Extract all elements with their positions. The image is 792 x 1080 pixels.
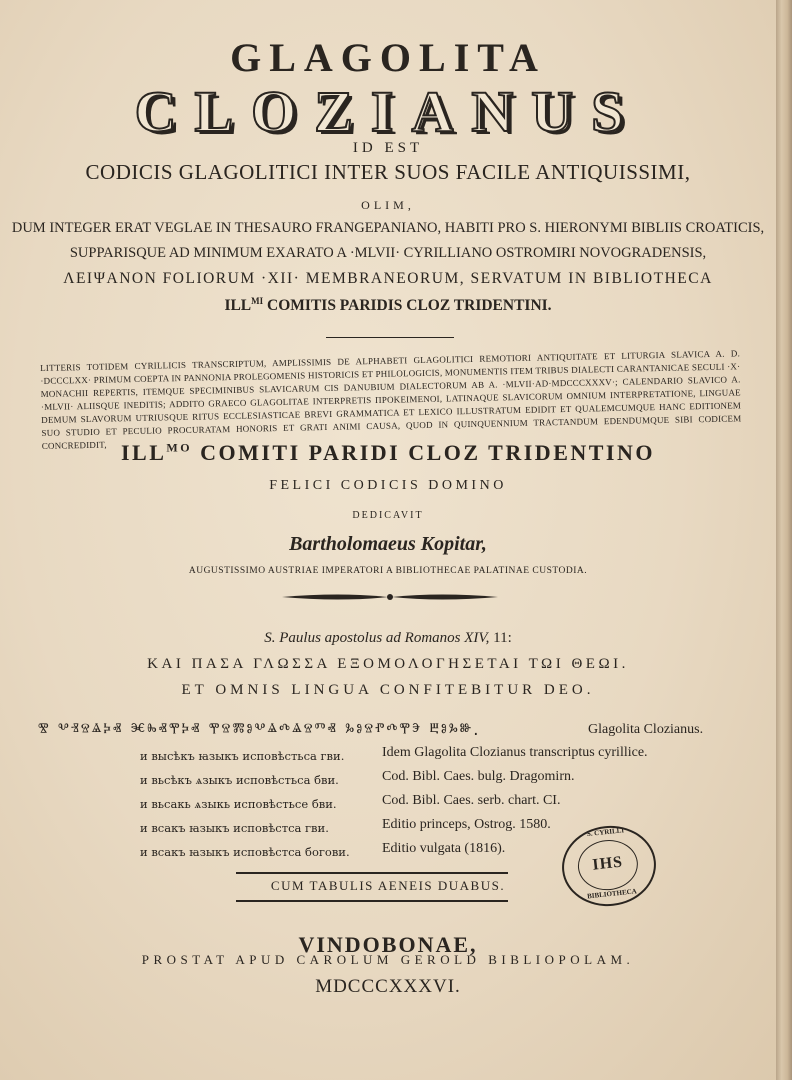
version-label: Editio vulgata (1816). [382, 841, 506, 856]
greek-verse: ΚΑΙ ΠΑΣΑ ΓΛΩΣΣΑ ΕΞΟΜΟΛΟΓΗΣΕΤΑΙ ΤΩΙ ΘΕΩΙ. [147, 656, 629, 672]
library-stamp [558, 821, 660, 910]
version-label: Cod. Bibl. Caes. bulg. Dragomirn. [382, 769, 575, 784]
author-title: AUGUSTISSIMO AUSTRIAE IMPERATORI A BIBLIOTHECAE PALATINAE CUSTODIA. [188, 566, 588, 576]
stamp-bottom-text: BIBLIOTHECA [586, 887, 638, 901]
tabulae-rule-bottom [236, 900, 508, 902]
version-label: Cod. Bibl. Caes. serb. chart. CI. [382, 793, 561, 808]
book-page-edge [776, 0, 792, 1080]
stamp-monogram: IHS [591, 853, 624, 874]
dedicavit: DEDICAVIT [352, 510, 424, 521]
title-line-2: CLOZIANUS [134, 79, 642, 144]
felici-codicis: FELICI CODICIS DOMINO [269, 478, 507, 493]
description-line-2: SUPPARISQUE AD MINIMUM EXARATO A ·MLVII· CYRILLIANO OSTROMIRI NOVOGRADENSIS, [69, 245, 707, 261]
tabulae-rule-top [236, 872, 508, 874]
version-text: и вьсакь ѧзыкь исповѣстьсе бви. [140, 797, 337, 811]
imprint-publisher: PROSTAT APUD CAROLUM GEROLD BIBLIOPOLAM. [141, 952, 635, 967]
version-text: и высѣкъ ꙗзыкъ исповѣстьса гви. [140, 749, 345, 763]
version-text: и всакъ ꙗзыкъ исповѣстса богови. [140, 845, 350, 859]
description-line-1: DUM INTEGER ERAT VEGLAE IN THESAURO FRANGEPANIANO, HABITI PRO S. HIERONYMI BIBLIIS CROATICIS, [11, 220, 765, 236]
description-line-4: $ILL^{MI}$ COMITIS PARIDIS CLOZ TRIDENTINI. [224, 296, 552, 315]
glagolitic-label: Glagolita Clozianus. [588, 722, 704, 737]
divider-1 [326, 337, 454, 338]
imprint-year: MDCCCXXXVI. [315, 976, 461, 997]
version-label: Idem Glagolita Clozianus transcriptus cyrillice. [382, 745, 648, 760]
subtitle: CODICIS GLAGOLITICI INTER SUOS FACILE ANTIQUISSIMI, [85, 160, 691, 184]
description-paragraph: LITTERIS TOTIDEM CYRILLICIS TRANSCRIPTUM, AMPLISSIMIS DE ALPHABETI GLAGOLITICI REMOTIORI ANTIQUITATE ET LITURGIA SLAVICA A. D. ·DCCCLXX· PRIMUM COEPTA IN PANNONIA PROLEGOMENIS HISTORICIS ET PHILOLOGICIS, MONUMENTIS ITEM TRIBUS DIALECTI CARANTANICAE SECULI ·X· MONACHII REPERTIS, ITEMQUE SPECIMINIBUS SLAVICARUM CIS DANUBIUM DIALECTORUM AB A. ·MLVII·AD·MDCCCXXXV·; CALENDARIO SLAVICO A. ·MLVII· ALIISQUE INEDITIS; ADDITO GRAECO GLAGOLITAE INTERPRETIS ΠΡΟΚΕΙΜΕΝΟΙ, LATINAQUE SLAVICORUM OMNIUM INTERPRETATIONE, LINGUAE DEMUM SLAVORUM UTRIUSQUE RITUS ECCLESIASTICAE BREVI GRAMMATICA ET LEXICO ILLUSTRATUM EDIDIT ET QUALEMCUMQUE HANC EDITIONEM SUO STUDIO ET PECULIO PROCURATAM HONORIS ET GRATI ANIMI CAUSA, QUOD IN QUINQUENNIUM TRACTANDUM EDENDUMQUE SIBI CODICEM CONCREDIDIT, [40, 348, 742, 451]
olim: OLIM, [361, 198, 415, 212]
scripture-reference: S. Paulus apostolus ad Romanos XIV, 11: [264, 630, 512, 646]
tabulae: CUM TABULIS AENEIS DUABUS. [270, 878, 506, 893]
dedicatee: $ILL^{MO}$ COMITI PARIDI CLOZ TRIDENTINO [120, 440, 655, 465]
description-line-3: ΛΕΙΨΑΝΟΝ FOLIORUM ·XII· MEMBRANEORUM, SERVATUM IN BIBLIOTHECA [63, 270, 713, 287]
version-text: и вьсѣкъ ѧзыкъ исповѣстьса бви. [140, 773, 339, 787]
stamp-inner-ring [575, 837, 640, 893]
glagolitic-verse: ⰺ ⰲⱐⱄⱑⰽⱏ ⱗⰸⱏⰹⰽⱏ ⰹⱄⰿⱁⰲⱑⰴⱑⱄⱅⱏ ⰳⱁⱄⱂⰴⰹⰵ ⰱⱁⰳⱆ. [38, 720, 481, 740]
latin-verse: ET OMNIS LINGUA CONFITEBITUR DEO. [181, 682, 595, 698]
id-est: ID EST [352, 140, 424, 156]
title-line-1: GLAGOLITA [230, 35, 546, 80]
imprint-city: VINDOBONAE, [298, 932, 478, 957]
stamp-top-text: S. CYRILLI [586, 826, 625, 839]
version-label: Editio princeps, Ostrog. 1580. [382, 817, 551, 832]
version-text: и всакъ ꙗзыкъ исповѣстса гви. [140, 821, 329, 835]
ornament-divider [280, 590, 500, 604]
author-name: Bartholomaeus Kopitar, [289, 533, 487, 555]
